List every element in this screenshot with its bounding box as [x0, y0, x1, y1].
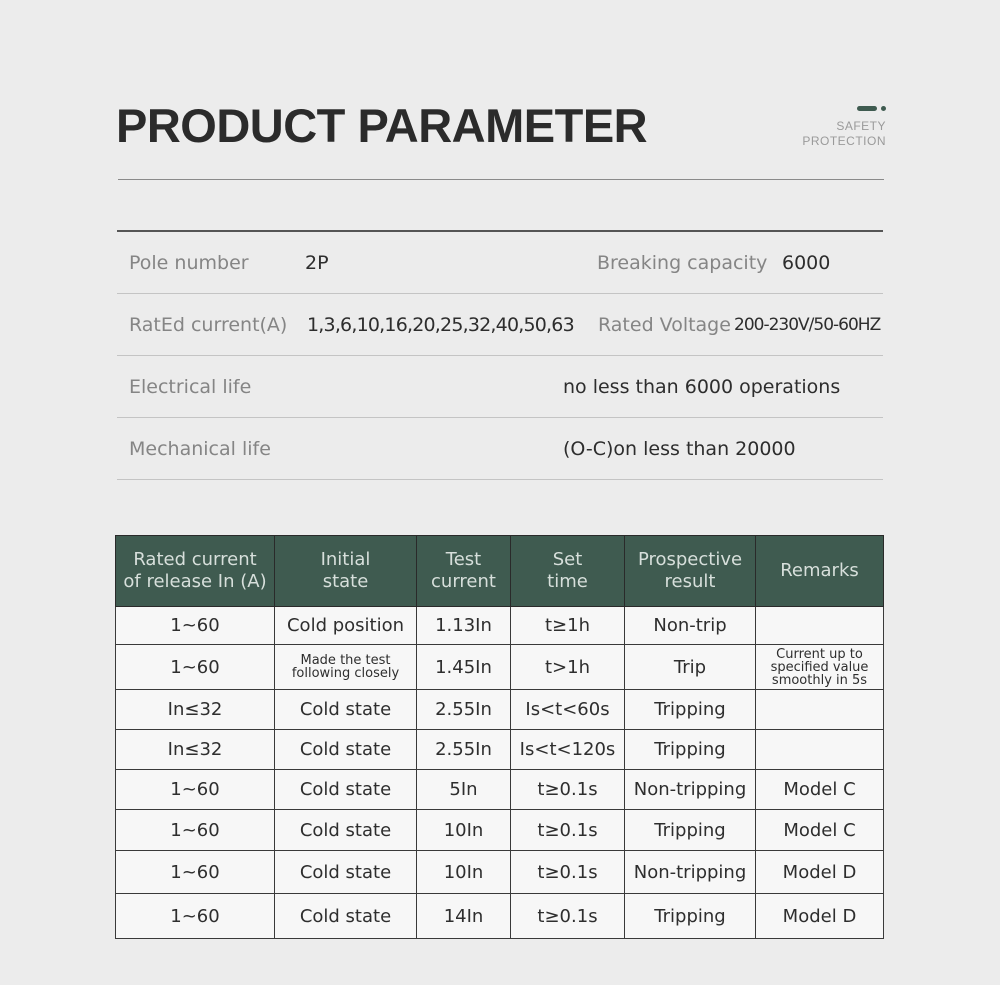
cell-rated-current: 1~60	[116, 607, 275, 645]
cell-remarks	[756, 730, 884, 770]
cell-test-current: 1.45In	[417, 645, 511, 690]
header-set-time: Set time	[511, 536, 625, 607]
cell-result: Non-tripping	[625, 851, 756, 894]
brand-line-2: PROTECTION	[802, 134, 886, 148]
cell-remarks: Model C	[756, 810, 884, 851]
cell-result: Tripping	[625, 690, 756, 730]
table-row	[116, 690, 884, 730]
rated-voltage-value: 200-230V/50-60HZ	[734, 314, 881, 335]
table-row	[116, 770, 884, 810]
table-row	[116, 851, 884, 894]
tripping-test-table	[115, 535, 884, 939]
electrical-life-label: Electrical life	[129, 375, 252, 398]
cell-set-time: t≥0.1s	[511, 851, 625, 894]
cell-set-time: t>1h	[511, 645, 625, 690]
cell-remarks: Model D	[756, 851, 884, 894]
header-prospective-result: Prospective result	[625, 536, 756, 607]
cell-test-current: 14In	[417, 894, 511, 939]
table-row	[116, 607, 884, 645]
cell-set-time: Is<t<120s	[511, 730, 625, 770]
cell-result: Non-trip	[625, 607, 756, 645]
mechanical-life-value: (O-C)on less than 20000	[563, 437, 796, 460]
cell-test-current: 5In	[417, 770, 511, 810]
rated-voltage-label: Rated Voltage	[598, 313, 731, 336]
cell-remarks: Model D	[756, 894, 884, 939]
cell-rated-current: 1~60	[116, 894, 275, 939]
table-row	[116, 894, 884, 939]
pole-number-label: Pole number	[129, 251, 249, 274]
brand-logo-icon	[802, 106, 886, 111]
header-remarks: Remarks	[756, 536, 884, 607]
table-row	[116, 810, 884, 851]
cell-test-current: 2.55In	[417, 690, 511, 730]
cell-initial-state: Cold position	[275, 607, 417, 645]
cell-initial-state: Cold state	[275, 894, 417, 939]
table-row	[116, 730, 884, 770]
rated-current-label: RatEd current(A)	[129, 313, 288, 336]
cell-test-current: 2.55In	[417, 730, 511, 770]
cell-test-current: 10In	[417, 810, 511, 851]
param-row-mechanical-life	[117, 418, 883, 480]
rated-current-value: 1,3,6,10,16,20,25,32,40,50,63	[307, 313, 574, 336]
cell-remarks	[756, 690, 884, 730]
header-initial-state: Initial state	[275, 536, 417, 607]
parameter-list	[117, 230, 883, 480]
header-test-current: Test current	[417, 536, 511, 607]
cell-rated-current: In≤32	[116, 690, 275, 730]
cell-remarks	[756, 607, 884, 645]
brand-line-1: SAFETY	[836, 119, 886, 133]
brand-badge	[802, 106, 886, 149]
header-rated-current: Rated current of release In (A)	[116, 536, 275, 607]
cell-set-time: Is<t<60s	[511, 690, 625, 730]
table-header-row	[116, 536, 884, 607]
cell-rated-current: 1~60	[116, 645, 275, 690]
cell-initial-state: Cold state	[275, 690, 417, 730]
cell-set-time: t≥0.1s	[511, 810, 625, 851]
cell-result: Non-tripping	[625, 770, 756, 810]
cell-result: Tripping	[625, 730, 756, 770]
cell-test-current: 1.13In	[417, 607, 511, 645]
title-divider	[118, 179, 884, 180]
cell-initial-state: Cold state	[275, 851, 417, 894]
cell-set-time: t≥1h	[511, 607, 625, 645]
pole-number-value: 2P	[305, 251, 329, 274]
param-row-pole	[117, 232, 883, 294]
cell-test-current: 10In	[417, 851, 511, 894]
cell-set-time: t≥0.1s	[511, 894, 625, 939]
cell-remarks: Model C	[756, 770, 884, 810]
table-row	[116, 645, 884, 690]
cell-rated-current: In≤32	[116, 730, 275, 770]
cell-initial-state: Made the test following closely	[275, 645, 417, 690]
cell-initial-state: Cold state	[275, 770, 417, 810]
cell-result: Trip	[625, 645, 756, 690]
cell-initial-state: Cold state	[275, 810, 417, 851]
breaking-capacity-label: Breaking capacity	[597, 251, 768, 274]
param-row-electrical-life	[117, 356, 883, 418]
cell-initial-state: Cold state	[275, 730, 417, 770]
param-row-current	[117, 294, 883, 356]
cell-rated-current: 1~60	[116, 851, 275, 894]
cell-rated-current: 1~60	[116, 810, 275, 851]
electrical-life-value: no less than 6000 operations	[563, 375, 841, 398]
cell-remarks: Current up to specified value smoothly in 5s	[756, 645, 884, 690]
page-title: PRODUCT PARAMETER	[116, 99, 648, 152]
mechanical-life-label: Mechanical life	[129, 437, 271, 460]
cell-result: Tripping	[625, 810, 756, 851]
cell-rated-current: 1~60	[116, 770, 275, 810]
cell-set-time: t≥0.1s	[511, 770, 625, 810]
breaking-capacity-value: 6000	[782, 251, 831, 274]
cell-result: Tripping	[625, 894, 756, 939]
